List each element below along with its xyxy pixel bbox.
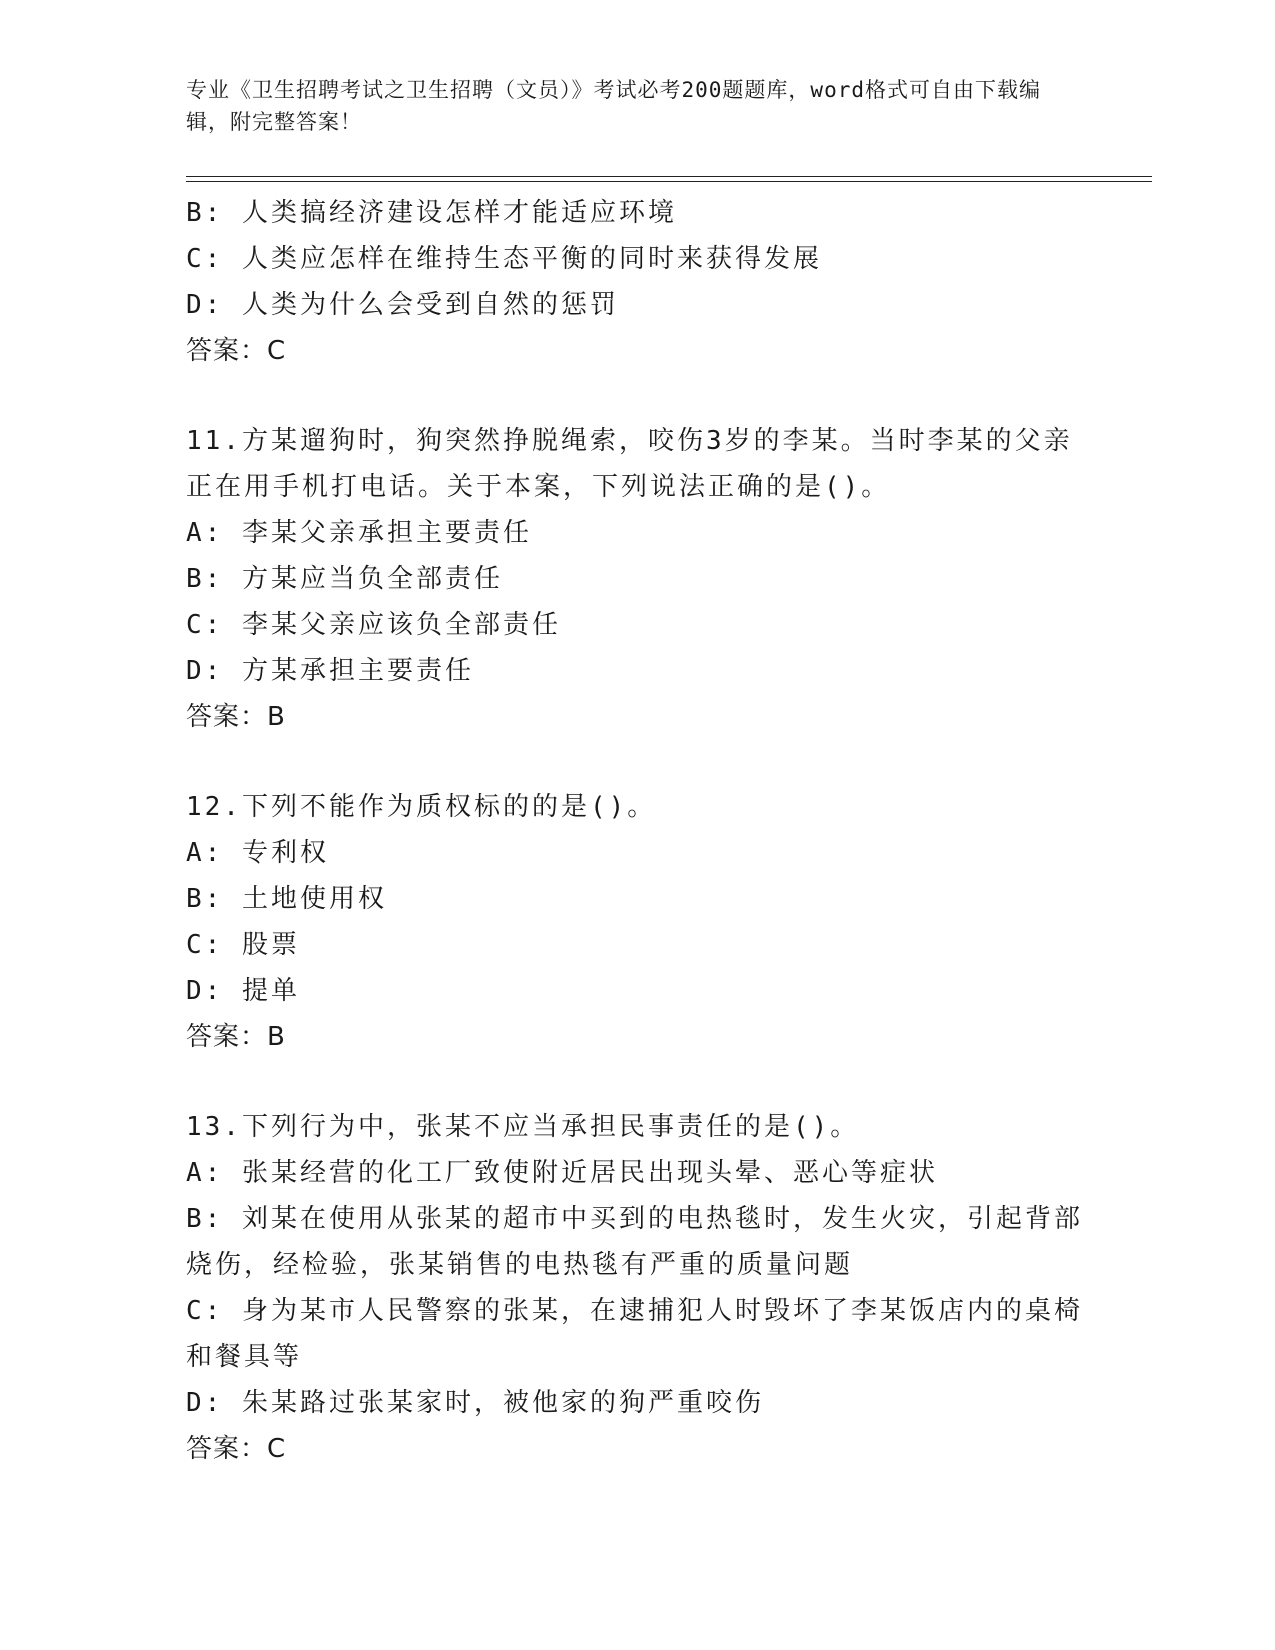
option-a: A: 李某父亲承担主要责任 — [186, 518, 532, 548]
option-a: A: 张某经营的化工厂致使附近居民出现头晕、恶心等症状 — [186, 1158, 938, 1188]
option-c-continued: 和餐具等 — [186, 1342, 303, 1372]
option-b: B: 刘某在使用从张某的超市中买到的电热毯时，发生火灾，引起背部 — [186, 1204, 1083, 1234]
document-header: 专业《卫生招聘考试之卫生招聘（文员）》考试必考200题题库，word格式可自由下载编辑，附完整答案！ — [186, 78, 1041, 134]
option-b: B: 土地使用权 — [186, 884, 387, 914]
option-c: C: 人类应怎样在维持生态平衡的同时来获得发展 — [186, 244, 822, 274]
question-stem: 11.方某遛狗时，狗突然挣脱绳索，咬伤3岁的李某。当时李某的父亲 — [186, 426, 1073, 456]
option-c: C: 李某父亲应该负全部责任 — [186, 610, 561, 640]
option-b: B: 人类搞经济建设怎样才能适应环境 — [186, 198, 677, 228]
option-d: D: 朱某路过张某家时，被他家的狗严重咬伤 — [186, 1388, 764, 1418]
question-stem: 12.下列不能作为质权标的的是()。 — [186, 792, 657, 822]
option-a: A: 专利权 — [186, 838, 329, 868]
spacer — [186, 740, 1086, 784]
answer-line: 答案：C — [186, 336, 287, 366]
answer-line: 答案：C — [186, 1434, 287, 1464]
answer-line: 答案：B — [186, 702, 286, 732]
question-block-13 — [186, 1104, 1086, 1472]
option-c: C: 身为某市人民警察的张某，在逮捕犯人时毁坏了李某饭店内的桌椅 — [186, 1296, 1083, 1326]
question-content — [186, 190, 1086, 1472]
question-block-12 — [186, 784, 1086, 1060]
spacer — [186, 374, 1086, 418]
question-stem-continued: 正在用手机打电话。关于本案，下列说法正确的是()。 — [186, 472, 891, 502]
header-divider-bottom — [186, 181, 1152, 182]
spacer — [186, 1060, 1086, 1104]
question-block-prev — [186, 190, 1086, 374]
answer-line: 答案：B — [186, 1022, 286, 1052]
option-c: C: 股票 — [186, 930, 300, 960]
option-d: D: 提单 — [186, 976, 300, 1006]
option-b: B: 方某应当负全部责任 — [186, 564, 503, 594]
question-stem: 13.下列行为中，张某不应当承担民事责任的是()。 — [186, 1112, 860, 1142]
question-block-11 — [186, 418, 1086, 740]
option-d: D: 方某承担主要责任 — [186, 656, 474, 686]
option-b-continued: 烧伤，经检验，张某销售的电热毯有严重的质量问题 — [186, 1250, 854, 1280]
header-divider-top — [186, 176, 1152, 177]
option-d: D: 人类为什么会受到自然的惩罚 — [186, 290, 619, 320]
